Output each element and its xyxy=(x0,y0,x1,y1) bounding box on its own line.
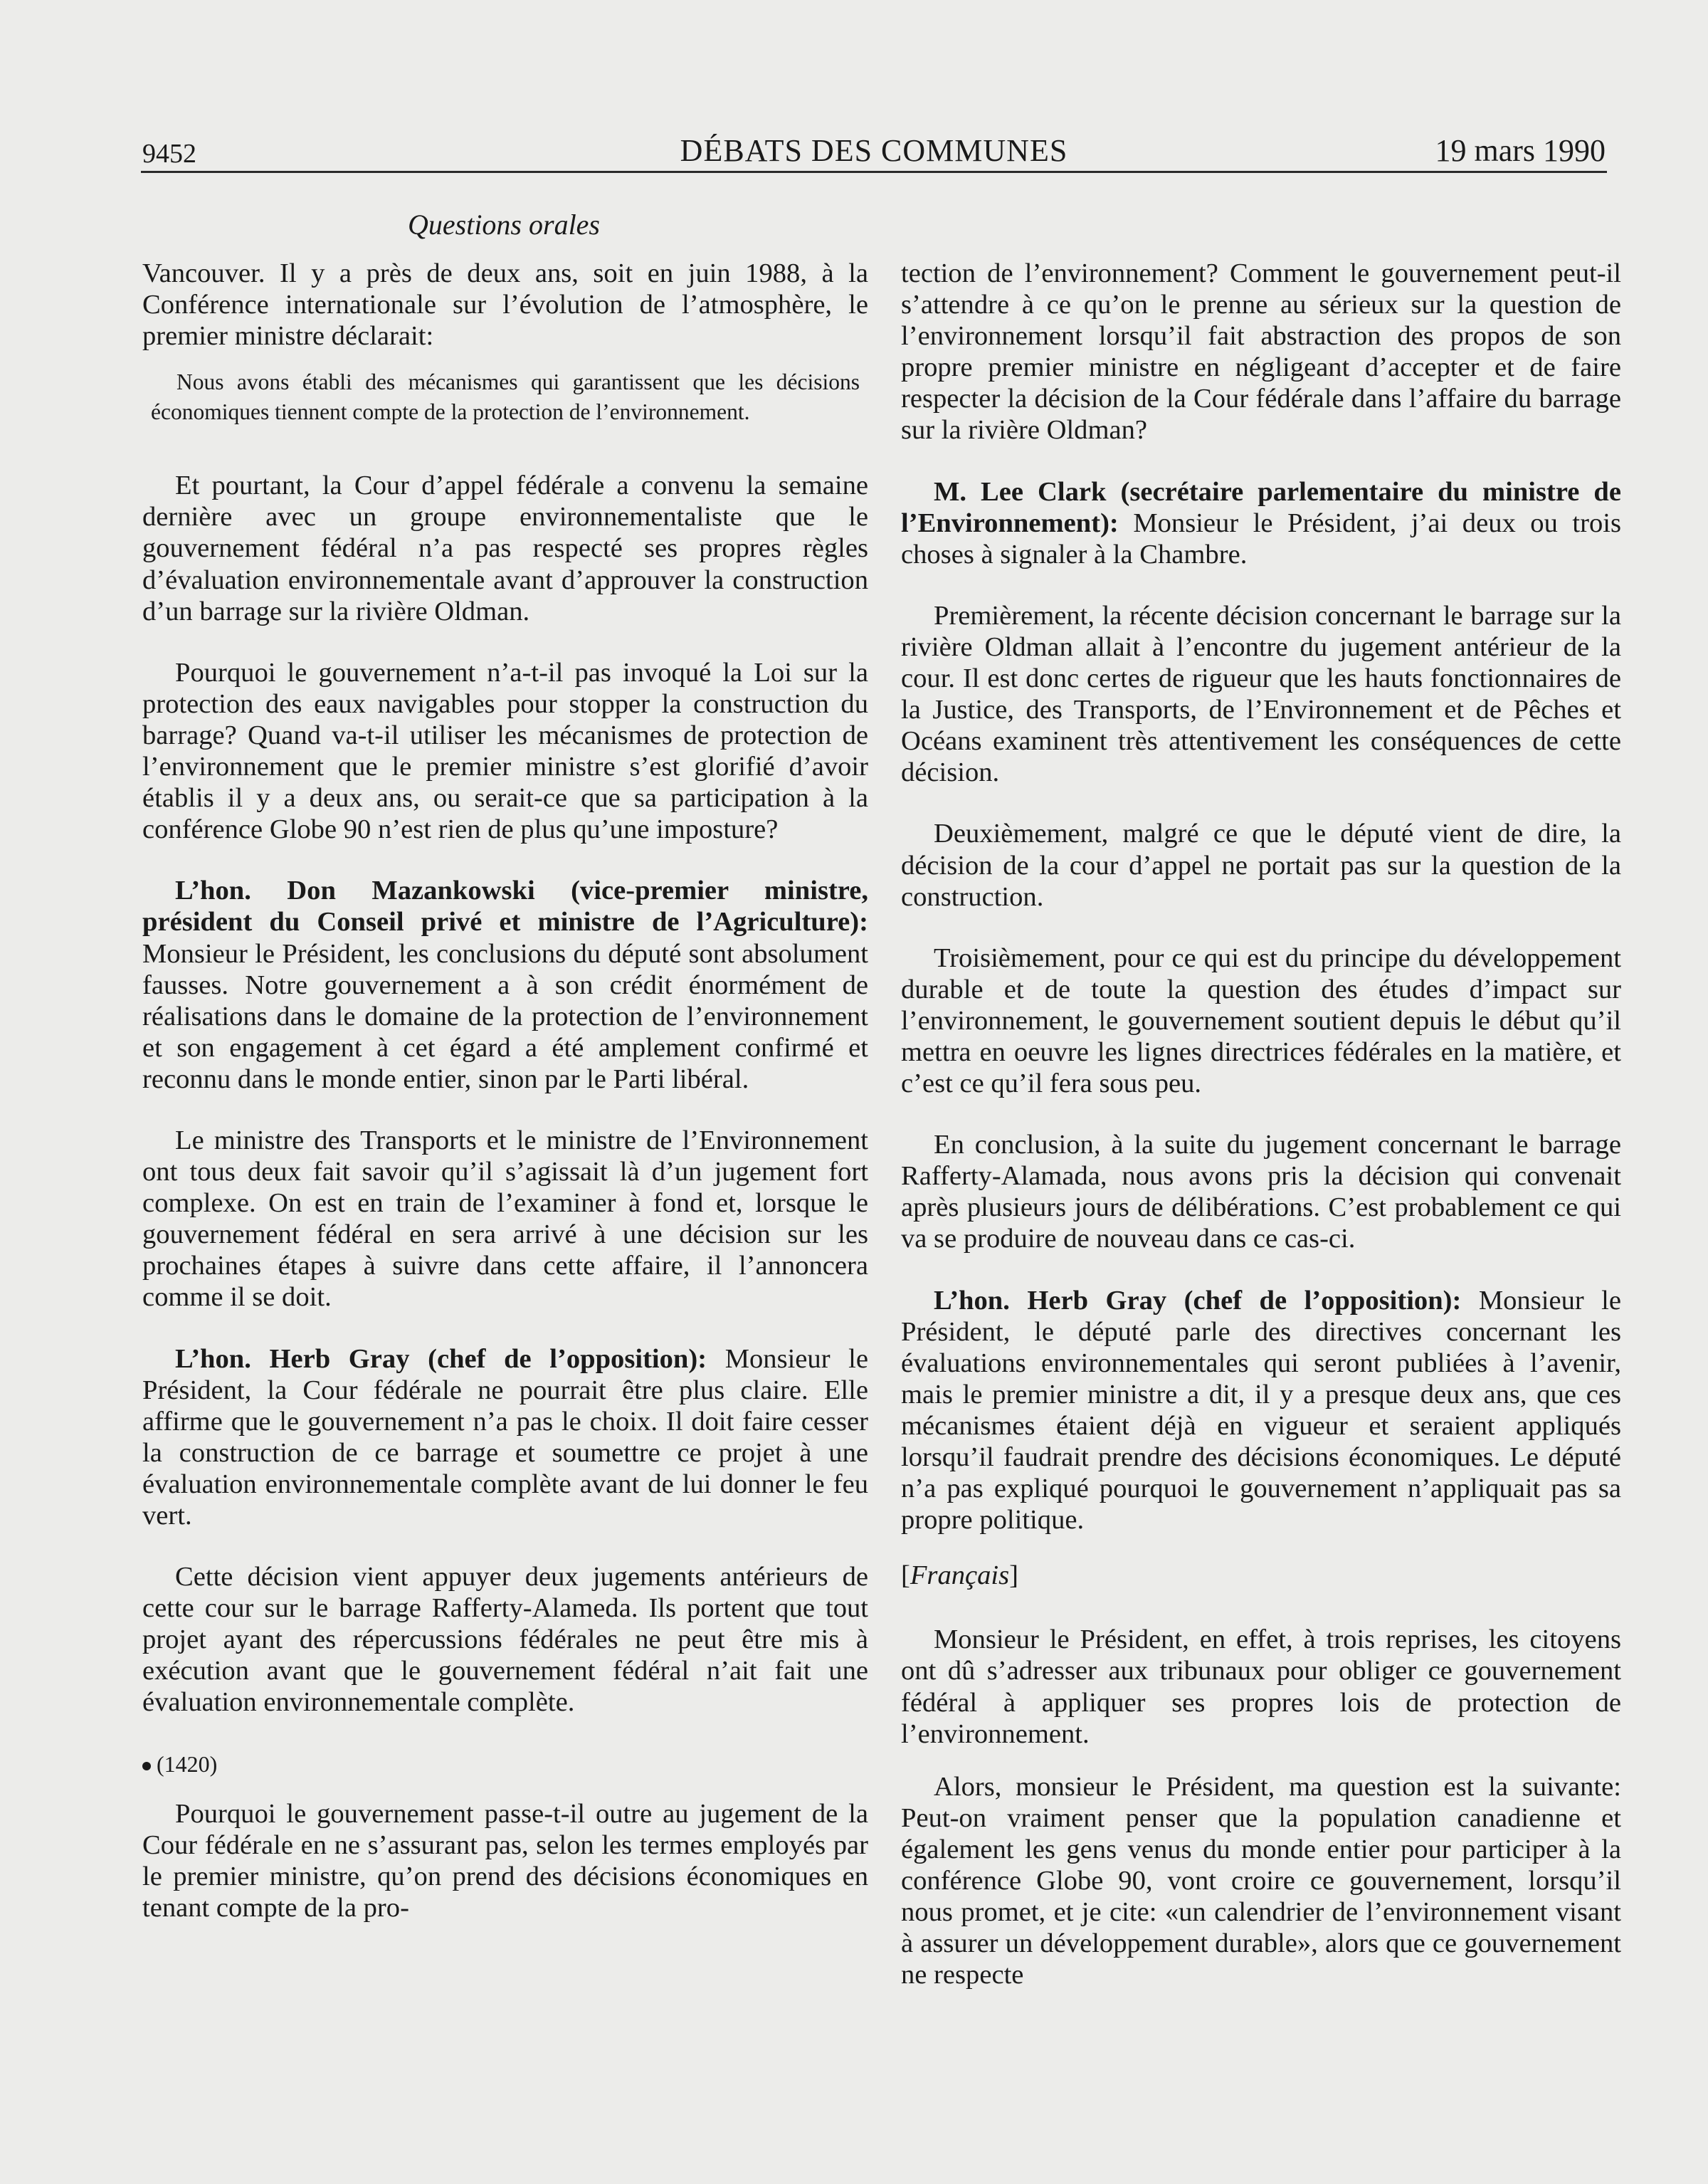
time-marker-text: (1420) xyxy=(157,1750,218,1777)
paragraph: Pourquoi le gouvernement n’a-t-il pas invoqué la Loi sur la protection des eaux navigables pour stopper la construction du barrage? Quand va-t-il utiliser les mécanismes de protection de l’environnement que le premier ministre s’est glorifié d’avoir établis il y a deux ans, ou serait-ce que sa participation à la conférence Globe 90 n’est rien de plus qu’une imposture? xyxy=(142,657,868,845)
time-marker xyxy=(142,1748,868,1780)
running-header xyxy=(141,127,1607,173)
paragraph: tection de l’environnement? Comment le gouvernement peut-il s’attendre à ce qu’on le prenne au sérieux sur la question de l’environnement lorsqu’il fait abstraction des propos de son propre premier ministre en négligeant d’accepter et de faire respecter la décision de la Cour fédérale dans l’affaire du barrage sur la rivière Oldman? xyxy=(901,258,1621,446)
paragraph: Monsieur le Président, en effet, à trois reprises, les citoyens ont dû s’adresser aux tribunaux pour obliger ce gouvernement fédéral à appliquer ses propres lois de protection de l’environnement. xyxy=(901,1624,1621,1749)
paragraph: Cette décision vient appuyer deux jugements antérieurs de cette cour sur le barrage Rafferty-Alameda. Ils portent que tout projet ayant des répercussions fédérales ne peut être mis à exécution avant que le gouvernement fédéral n’ait fait une évaluation environnementale complète. xyxy=(142,1562,868,1718)
language-label: Français xyxy=(910,1560,1010,1591)
paragraph: Pourquoi le gouvernement passe-t-il outre au jugement de la Cour fédérale en ne s’assurant pas, selon les termes employés par le premier ministre, qu’on prend des décisions économiques en tenant compte de la pro- xyxy=(142,1798,868,1923)
header-date: 19 mars 1990 xyxy=(1435,133,1606,168)
paragraph: Deuxièmement, malgré ce que le député vient de dire, la décision de la cour d’appel ne portait pas sur la question de la construction. xyxy=(901,819,1621,912)
paragraph: Alors, monsieur le Président, ma question est la suivante: Peut-on vraiment penser que la population canadienne et également les gens venus du monde entier pour participer à la conférence Globe 90, vont croire ce gouvernement, lorsqu’il nous promet, et je cite: «un calendrier de l’environnement visant à assurer un développement durable», alors que ce gouvernement ne respecte xyxy=(901,1771,1621,1990)
block-quote: Nous avons établi des mécanismes qui garantissent que les décisions économiques tiennent compte de la protection de l’environnement. xyxy=(151,369,860,425)
right-column xyxy=(901,258,1621,1990)
paragraph xyxy=(142,1343,868,1532)
paragraph xyxy=(901,1285,1621,1536)
paragraph: Le ministre des Transports et le ministre de l’Environnement ont tous deux fait savoir qu’il s’agissait là d’un jugement fort complexe. On est en train de l’examiner à fond et, lorsque le gouvernement fédéral en sera arrivé à une décision sur les prochaines étapes à suivre dans cette affaire, il l’annoncera comme il se doit. xyxy=(142,1125,868,1313)
language-marker xyxy=(901,1560,1621,1591)
paragraph xyxy=(142,875,868,1095)
paragraph: En conclusion, à la suite du jugement concernant le barrage Rafferty-Alamada, nous avons pris la décision qui convenait après plusieurs jours de délibérations. C’est probablement ce qui va se produire de nouveau dans ce cas-ci. xyxy=(901,1130,1621,1254)
speech-text: Monsieur le Président, la Cour fédérale ne pourrait être plus claire. Elle affirme que le gouvernement n’a pas le choix. Il doit faire cesser la construction de ce barrage et soumettre ce projet à une évaluation environnementale complète avant de lui donner le feu vert. xyxy=(142,1343,869,1531)
bracket-open: [ xyxy=(901,1560,910,1591)
paragraph: Troisièmement, pour ce qui est du principe du développement durable et de toute la question des études d’impact sur l’environnement, le gouvernement soutient depuis le début qu’il mettra en oeuvre les lignes directrices fédérales en la matière, et c’est ce qu’il fera sous peu. xyxy=(901,943,1621,1099)
bullet-dot-icon xyxy=(142,1762,151,1770)
speaker-name: L’hon. Herb Gray (chef de l’opposition): xyxy=(175,1343,707,1374)
paragraph: Vancouver. Il y a près de deux ans, soit en juin 1988, à la Conférence internationale sur l’évolution de l’atmosphère, le premier ministre déclarait: xyxy=(142,258,868,352)
left-column xyxy=(142,258,868,1923)
speaker-name: L’hon. Don Mazankowski (vice-premier ministre, président du Conseil privé et ministre de l’Agriculture): xyxy=(142,876,868,938)
paragraph: Et pourtant, la Cour d’appel fédérale a convenu la semaine dernière avec un groupe environnementaliste que le gouvernement fédéral n’a pas respecté ses propres règles d’évaluation environnementale avant d’approuver la construction d’un barrage sur la rivière Oldman. xyxy=(142,471,868,626)
page-number: 9452 xyxy=(142,139,196,169)
publication-title: DÉBATS DES COMMUNES xyxy=(680,133,1068,168)
bracket-close: ] xyxy=(1009,1560,1019,1591)
paragraph xyxy=(901,476,1621,570)
speaker-name: M. Lee Clark (secrétaire parlementaire du ministre de l’Environnement): xyxy=(901,476,1621,538)
speech-text: Monsieur le Président, le député parle des directives concernant les évaluations environnementales qui seront publiées à l’avenir, mais le premier ministre a dit, il y a presque deux ans, que ces mécanismes étaient déjà en vigueur et seraient appliqués lorsqu’il faudrait prendre des décisions économiques. Le député n’a pas expliqué pourquoi le gouvernement n’appliquait pas sa propre politique. xyxy=(901,1285,1621,1535)
speech-text: Monsieur le Président, j’ai deux ou trois choses à signaler à la Chambre. xyxy=(901,508,1622,569)
speech-text: Monsieur le Président, les conclusions du député sont absolument fausses. Notre gouvernement a à son crédit énormément de réalisations dans le domaine de la protection de l’environnement et son engagement à cet égard a été amplement confirmé et reconnu dans le monde entier, sinon par le Parti libéral. xyxy=(142,938,868,1094)
paragraph: Premièrement, la récente décision concernant le barrage sur la rivière Oldman allait à l’encontre du jugement antérieur de la cour. Il est donc certes de rigueur que les hauts fonctionnaires de la Justice, des Transports, de l’Environnement et de Pêches et Océans examinent très attentivement les conséquences de cette décision. xyxy=(901,600,1621,788)
section-title: Questions orales xyxy=(408,209,600,241)
speaker-name: L’hon. Herb Gray (chef de l’opposition): xyxy=(934,1285,1462,1316)
